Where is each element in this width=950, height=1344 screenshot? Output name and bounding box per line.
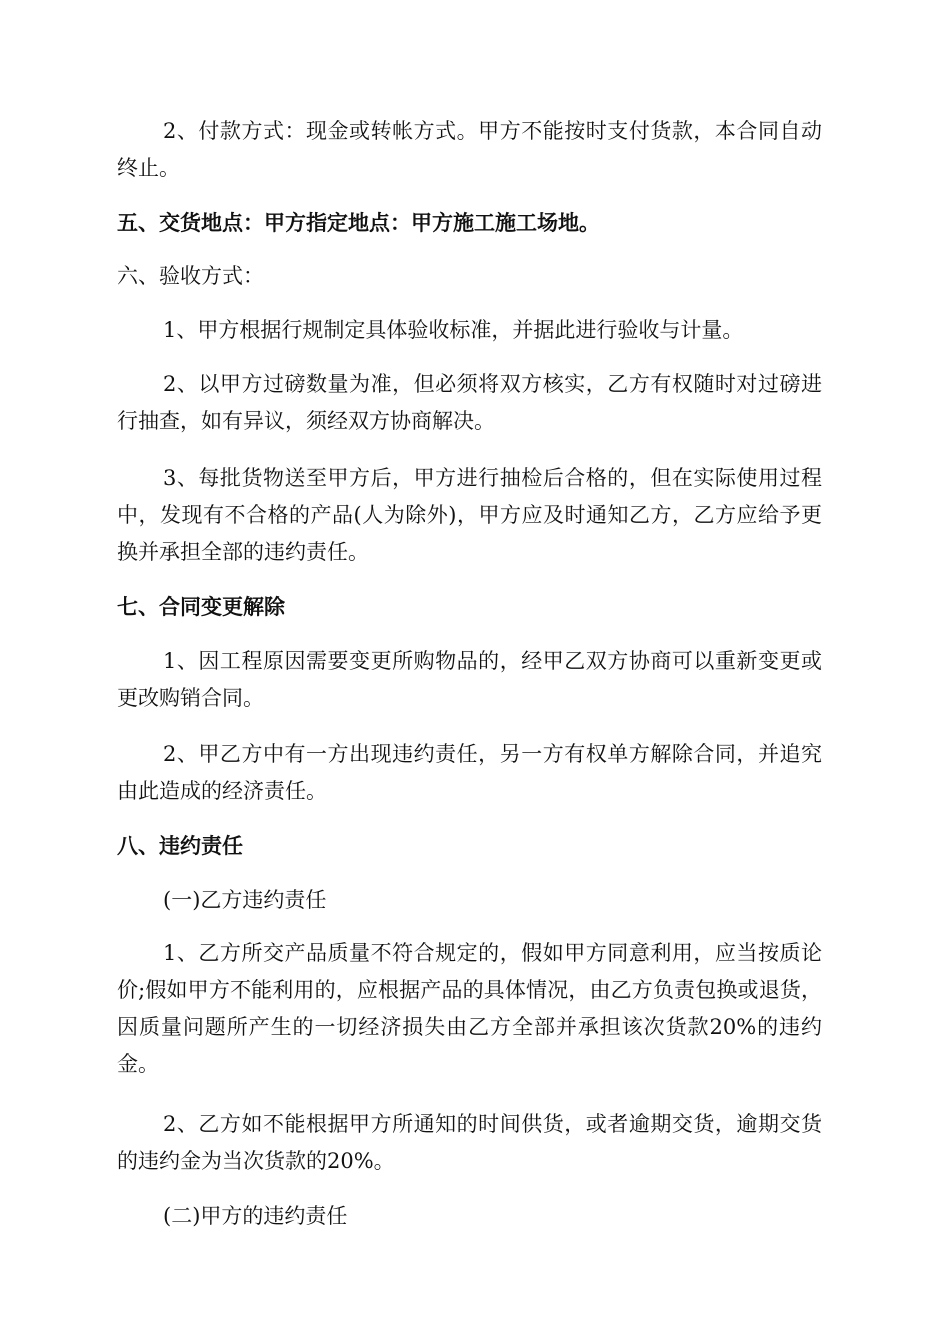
section-7-contract-change-heading: 七、合同变更解除 [117, 595, 285, 619]
acceptance-clause-1: 1、甲方根据行规制定具体验收标准，并据此进行验收与计量。 [163, 318, 744, 342]
party-b-liability-subheading: (一)乙方违约责任 [163, 888, 327, 912]
payment-method-paragraph: 2、付款方式：现金或转帐方式。甲方不能按时支付货款，本合同自动终止。 [117, 119, 822, 180]
contract-change-clause-1: 1、因工程原因需要变更所购物品的，经甲乙双方协商可以重新变更或更改购销合同。 [117, 649, 822, 710]
acceptance-clause-2: 2、以甲方过磅数量为准，但必须将双方核实，乙方有权随时对过磅进行抽查，如有异议，须经双方协商解决。 [117, 372, 822, 433]
acceptance-clause-3: 3、每批货物送至甲方后，甲方进行抽检后合格的，但在实际使用过程中，发现有不合格的产品(人为除外)，甲方应及时通知乙方，乙方应给予更换并承担全部的违约责任。 [117, 466, 822, 564]
section-5-delivery-location-heading: 五、交货地点：甲方指定地点：甲方施工施工场地。 [117, 211, 600, 235]
section-8-liability-heading: 八、违约责任 [117, 834, 243, 858]
party-a-liability-subheading: (二)甲方的违约责任 [163, 1204, 348, 1228]
contract-change-clause-2: 2、甲乙方中有一方出现违约责任，另一方有权单方解除合同，并追究由此造成的经济责任。 [117, 742, 822, 803]
party-b-liability-clause-2: 2、乙方如不能根据甲方所通知的时间供货，或者逾期交货，逾期交货的违约金为当次货款的20%。 [117, 1112, 822, 1173]
party-b-liability-clause-1: 1、乙方所交产品质量不符合规定的，假如甲方同意利用，应当按质论价;假如甲方不能利用的，应根据产品的具体情况，由乙方负责包换或退货，因质量问题所产生的一切经济损失由乙方全部并承担该次货款20%的违约金。 [117, 941, 822, 1076]
section-6-acceptance-heading: 六、验收方式： [117, 264, 264, 288]
